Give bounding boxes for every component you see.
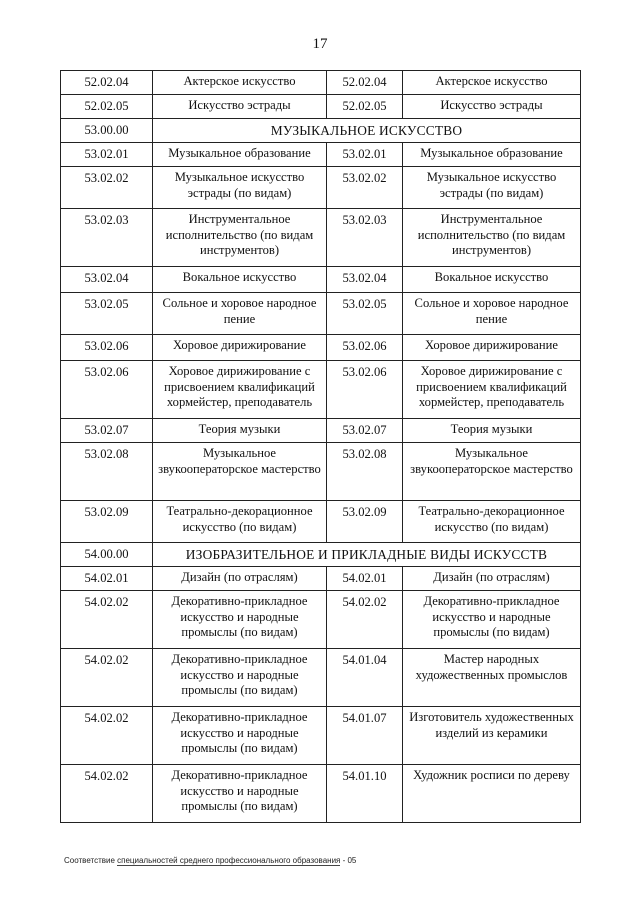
- old-name-cell: Декоративно-прикладное искусство и народные промыслы (по видам): [153, 649, 327, 707]
- new-name-cell: Музыкальное звукооператорское мастерство: [403, 443, 581, 501]
- new-name-cell: Дизайн (по отраслям): [403, 567, 581, 591]
- table-row: [61, 765, 581, 823]
- new-name-cell: Вокальное искусство: [403, 267, 581, 293]
- footer-suffix: - 05: [340, 856, 357, 865]
- old-code-cell: 53.02.06: [61, 335, 153, 361]
- old-code-cell: 52.02.04: [61, 71, 153, 95]
- group-code: 53.00.00: [61, 119, 153, 143]
- old-name-cell: Театрально-декорационное искусство (по видам): [153, 501, 327, 543]
- old-name-cell: Инструментальное исполнительство (по видам инструментов): [153, 209, 327, 267]
- new-code-cell: 52.02.05: [327, 95, 403, 119]
- new-code-cell: 54.02.01: [327, 567, 403, 591]
- old-code-cell: 54.02.02: [61, 649, 153, 707]
- footer-note: [64, 856, 356, 866]
- new-code-cell: 53.02.05: [327, 293, 403, 335]
- new-code-cell: 53.02.06: [327, 335, 403, 361]
- old-code-cell: 53.02.07: [61, 419, 153, 443]
- new-name-cell: Хоровое дирижирование: [403, 335, 581, 361]
- new-code-cell: 53.02.02: [327, 167, 403, 209]
- table-row: [61, 361, 581, 419]
- new-code-cell: 53.02.04: [327, 267, 403, 293]
- new-name-cell: Мастер народных художественных промыслов: [403, 649, 581, 707]
- table-row: [61, 335, 581, 361]
- group-row: [61, 119, 581, 143]
- new-code-cell: 52.02.04: [327, 71, 403, 95]
- new-name-cell: Теория музыки: [403, 419, 581, 443]
- group-title: ИЗОБРАЗИТЕЛЬНОЕ И ПРИКЛАДНЫЕ ВИДЫ ИСКУССТВ: [153, 543, 581, 567]
- new-code-cell: 53.02.08: [327, 443, 403, 501]
- new-name-cell: Актерское искусство: [403, 71, 581, 95]
- table-row: [61, 95, 581, 119]
- new-code-cell: 53.02.06: [327, 361, 403, 419]
- group-title: МУЗЫКАЛЬНОЕ ИСКУССТВО: [153, 119, 581, 143]
- new-name-cell: Музыкальное образование: [403, 143, 581, 167]
- new-name-cell: Художник росписи по дереву: [403, 765, 581, 823]
- table-row: [61, 71, 581, 95]
- old-code-cell: 54.02.02: [61, 707, 153, 765]
- old-code-cell: 53.02.04: [61, 267, 153, 293]
- table-body: [61, 71, 581, 823]
- old-name-cell: Хоровое дирижирование с присвоением квалификаций хормейстер, преподаватель: [153, 361, 327, 419]
- table-row: [61, 143, 581, 167]
- old-name-cell: Дизайн (по отраслям): [153, 567, 327, 591]
- old-code-cell: 54.02.02: [61, 591, 153, 649]
- table-row: [61, 501, 581, 543]
- group-code: 54.00.00: [61, 543, 153, 567]
- group-row: [61, 543, 581, 567]
- old-name-cell: Хоровое дирижирование: [153, 335, 327, 361]
- new-name-cell: Музыкальное искусство эстрады (по видам): [403, 167, 581, 209]
- old-name-cell: Музыкальное искусство эстрады (по видам): [153, 167, 327, 209]
- new-code-cell: 54.01.04: [327, 649, 403, 707]
- table-row: [61, 267, 581, 293]
- new-name-cell: Сольное и хоровое народное пение: [403, 293, 581, 335]
- old-code-cell: 54.02.01: [61, 567, 153, 591]
- table-row: [61, 293, 581, 335]
- table-row: [61, 419, 581, 443]
- old-name-cell: Сольное и хоровое народное пение: [153, 293, 327, 335]
- new-code-cell: 53.02.03: [327, 209, 403, 267]
- table-row: [61, 209, 581, 267]
- old-name-cell: Актерское искусство: [153, 71, 327, 95]
- old-code-cell: 53.02.09: [61, 501, 153, 543]
- old-code-cell: 53.02.02: [61, 167, 153, 209]
- new-name-cell: Декоративно-прикладное искусство и народные промыслы (по видам): [403, 591, 581, 649]
- table-row: [61, 167, 581, 209]
- table-row: [61, 567, 581, 591]
- table-row: [61, 591, 581, 649]
- specialty-correspondence-table: [60, 70, 581, 823]
- old-code-cell: 53.02.05: [61, 293, 153, 335]
- old-code-cell: 53.02.08: [61, 443, 153, 501]
- table-row: [61, 707, 581, 765]
- old-code-cell: 54.02.02: [61, 765, 153, 823]
- page-number: 17: [312, 36, 328, 52]
- old-name-cell: Вокальное искусство: [153, 267, 327, 293]
- old-name-cell: Декоративно-прикладное искусство и народные промыслы (по видам): [153, 591, 327, 649]
- new-name-cell: Изготовитель художественных изделий из керамики: [403, 707, 581, 765]
- old-code-cell: 53.02.01: [61, 143, 153, 167]
- old-name-cell: Искусство эстрады: [153, 95, 327, 119]
- old-code-cell: 53.02.03: [61, 209, 153, 267]
- new-name-cell: Театрально-декорационное искусство (по видам): [403, 501, 581, 543]
- old-name-cell: Музыкальное образование: [153, 143, 327, 167]
- new-code-cell: 54.01.10: [327, 765, 403, 823]
- table-row: [61, 649, 581, 707]
- new-code-cell: 53.02.01: [327, 143, 403, 167]
- old-code-cell: 52.02.05: [61, 95, 153, 119]
- table-row: [61, 443, 581, 501]
- old-name-cell: Теория музыки: [153, 419, 327, 443]
- new-code-cell: 54.01.07: [327, 707, 403, 765]
- new-name-cell: Хоровое дирижирование с присвоением квалификаций хормейстер, преподаватель: [403, 361, 581, 419]
- footer-prefix: Соответствие: [64, 856, 118, 865]
- new-name-cell: Искусство эстрады: [403, 95, 581, 119]
- new-name-cell: Инструментальное исполнительство (по видам инструментов): [403, 209, 581, 267]
- new-code-cell: 54.02.02: [327, 591, 403, 649]
- old-name-cell: Декоративно-прикладное искусство и народные промыслы (по видам): [153, 765, 327, 823]
- new-code-cell: 53.02.07: [327, 419, 403, 443]
- old-name-cell: Декоративно-прикладное искусство и народные промыслы (по видам): [153, 707, 327, 765]
- footer-underlined: специальностей среднего профессионального образования: [117, 856, 341, 865]
- old-code-cell: 53.02.06: [61, 361, 153, 419]
- old-name-cell: Музыкальное звукооператорское мастерство: [153, 443, 327, 501]
- new-code-cell: 53.02.09: [327, 501, 403, 543]
